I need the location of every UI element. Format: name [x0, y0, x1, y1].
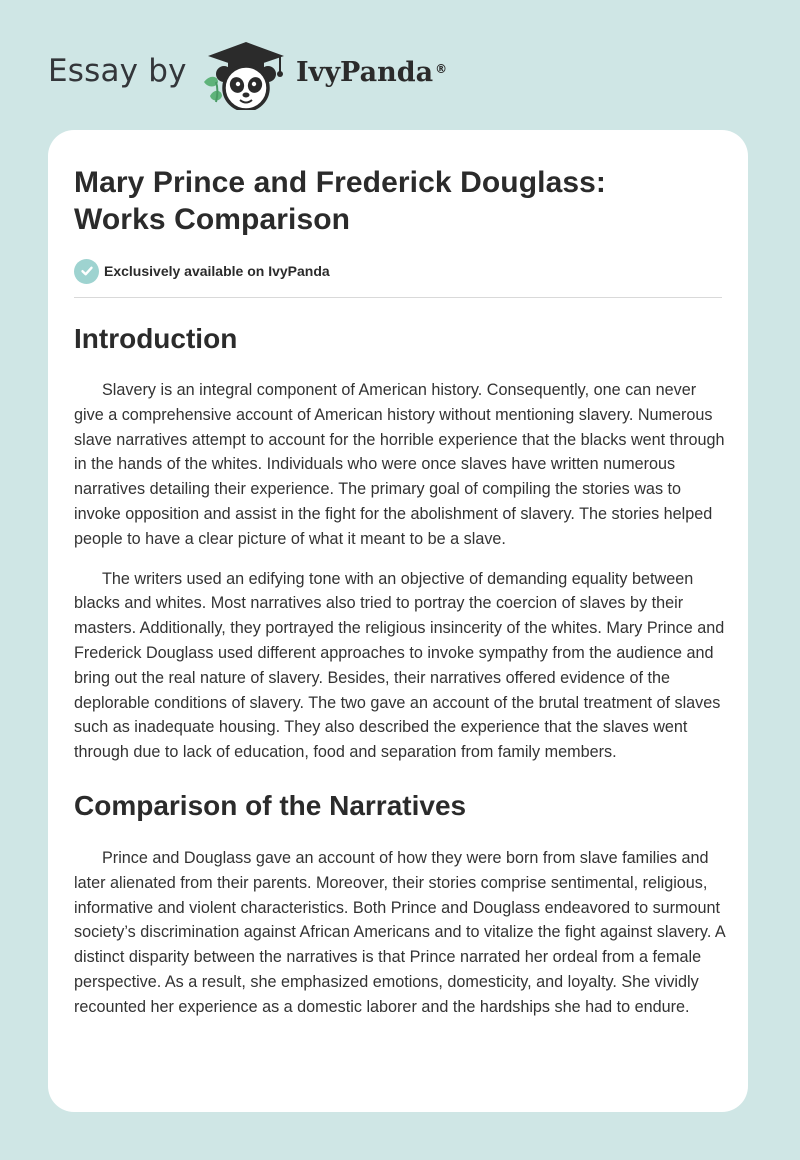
site-header: [0, 0, 800, 130]
section-heading-comparison: Comparison of the Narratives: [74, 789, 467, 821]
checkmark-icon: [74, 259, 99, 284]
divider: [74, 297, 722, 298]
ivypanda-logo[interactable]: [200, 38, 292, 110]
brand-name[interactable]: [296, 56, 447, 90]
essay-by-label: Essay by: [48, 53, 187, 89]
exclusive-badge: [74, 258, 722, 284]
essay-title: Mary Prince and Frederick Douglass: Works Comparison: [74, 166, 607, 236]
paragraph: Prince and Douglass gave an account of how they were born from slave families and later alienated from their parents. Moreover, their stories comprise sentimental, religious, informative and violent characteristics. Both Prince and Douglass endeavored to surmount society’s discrimination against African Americans and to vitalize the fight against slavery. A distinct disparity between the narratives is that Prince narrated her ordeal from a female perspective. As a result, she emphasized emotions, domesticity, and loyalty. She vividly recounted her experience as a domestic laborer and the hardships she had to endure.: [74, 848, 725, 1016]
section-heading-introduction: Introduction: [74, 323, 238, 354]
paragraph: The writers used an edifying tone with an objective of demanding equality between blacks and whites. Most narratives also tried to portray the coercion of slaves by their masters. Additionally, they portrayed the religious insincerity of the whites. Mary Prince and Frederick Douglass used different approaches to invoke sympathy from the audience and bring out the real nature of slavery. Besides, their narratives offered evidence of the deplorable conditions of slavery. The two gave an account of the brutal treatment of slaves such as inadequate housing. They also described the experience that the slaves went through due to lack of education, food and separation from family members.: [74, 569, 725, 762]
panda-graduate-icon: [200, 38, 292, 110]
essay-card: [48, 130, 748, 1112]
registered-mark: ®: [435, 62, 448, 76]
brand-text: IvyPanda: [296, 57, 434, 88]
paragraph: Slavery is an integral component of American history. Consequently, one can never give a comprehensive account of American history without mentioning slavery. Numerous slave narratives attempt to account for the horrible experience that the blacks went through in the hands of the whites. Individuals who were once slaves have written numerous narratives detailing their experience. The primary goal of compiling the stories was to invoke opposition and assist in the fight for the abolishment of slavery. The stories helped people to have a clear picture of what it meant to be a slave.: [74, 381, 725, 548]
exclusive-badge-text: Exclusively available on IvyPanda: [104, 263, 330, 279]
